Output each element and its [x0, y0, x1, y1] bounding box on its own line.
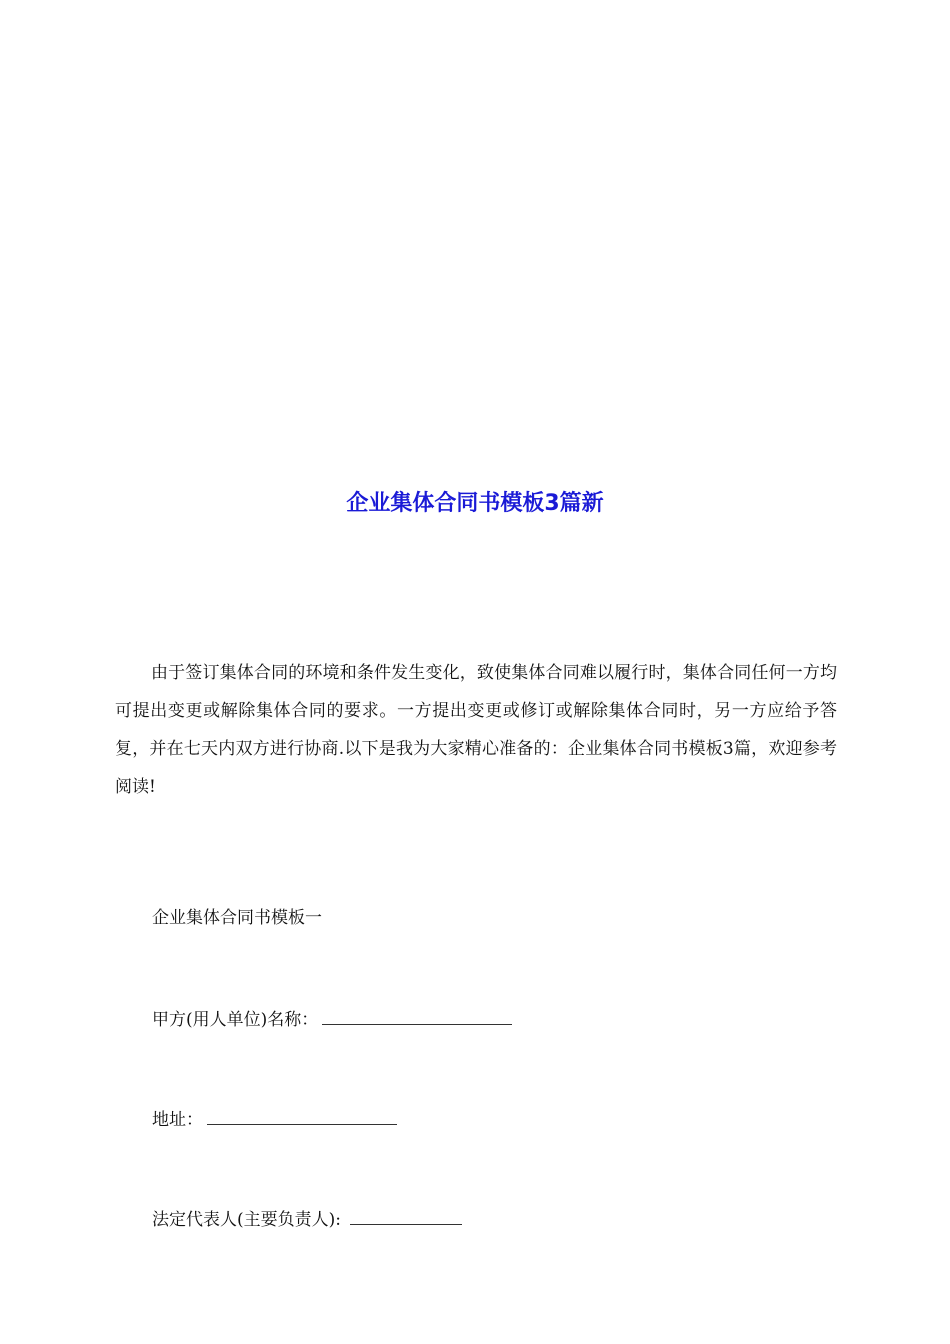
document-title: 企业集体合同书模板3篇新 — [346, 491, 604, 516]
intro-paragraph: 由于签订集体合同的环境和条件发生变化，致使集体合同难以履行时，集体合同任何一方均可提出变更或解除集体合同的要求。一方提出变更或修订或解除集体合同时，另一方应给予答复，并在七天内双方进行协商.以下是我为大家精心准备的：企业集体合同书模板3篇，欢迎参考阅读! — [115, 663, 837, 797]
address-label: 地址： — [152, 1110, 203, 1130]
address-blank — [207, 1123, 397, 1125]
party-a-name-blank — [322, 1023, 512, 1025]
section-heading: 企业集体合同书模板一 — [152, 908, 322, 928]
party-a-name-label: 甲方(用人单位)名称： — [152, 1010, 319, 1030]
legal-rep-label: 法定代表人(主要负责人): — [152, 1210, 347, 1230]
legal-rep-row — [152, 1208, 462, 1232]
address-row — [152, 1108, 397, 1132]
party-a-name-row — [152, 1008, 512, 1032]
legal-rep-blank — [350, 1223, 462, 1225]
